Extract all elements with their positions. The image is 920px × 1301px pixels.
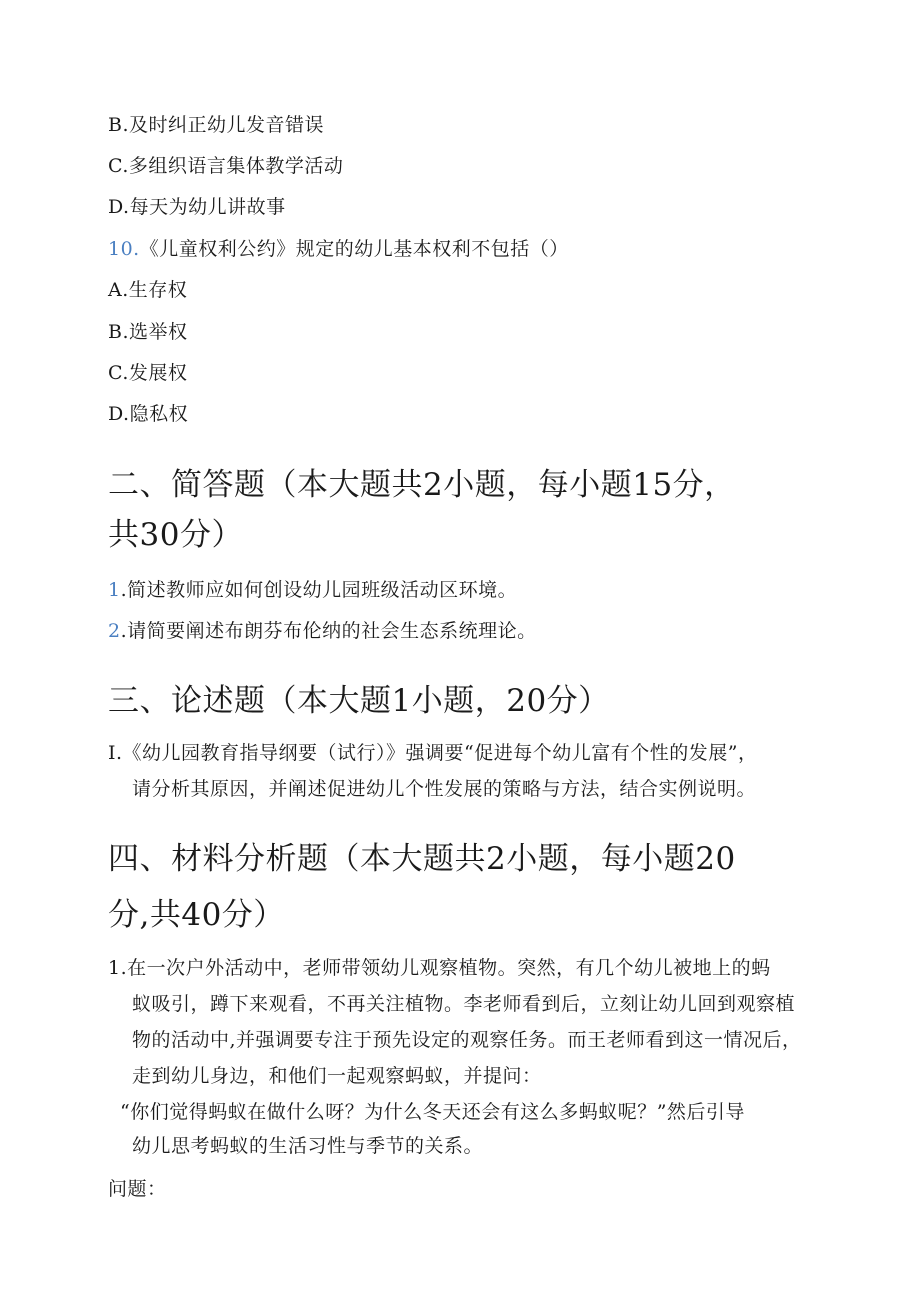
q10-text: 《儿童权利公约》规定的幼儿基本权利不包括（） xyxy=(139,238,569,260)
section4-q1-line2: 蚁吸引，蹲下来观看，不再关注植物。李老师看到后，立刻让幼儿回到观察植 xyxy=(132,993,796,1015)
section4-title-line1: 四、材料分析题（本大题共2小题，每小题20 xyxy=(108,841,736,877)
section4-q1-line3: 物的活动中,并强调要专注于预先设定的观察任务。而王老师看到这一情况后， xyxy=(132,1029,802,1051)
question-label: 问题： xyxy=(108,1178,167,1200)
q10-option-a: A.生存权 xyxy=(108,279,188,301)
section4-title-line2: 分,共40分） xyxy=(108,897,285,933)
q9-option-b: B.及时纠正幼儿发音错误 xyxy=(108,114,325,136)
section4-q1-line6: 幼儿思考蚂蚁的生活习性与季节的关系。 xyxy=(132,1135,484,1157)
q10-option-b: B.选举权 xyxy=(108,321,188,343)
section4-q1-line5: “你们觉得蚂蚁在做什么呀？为什么冬天还会有这么多蚂蚁呢？”然后引导 xyxy=(120,1101,745,1123)
section3-q1-line1: I.《幼儿园教育指导纲要（试行）》强调要“促进每个幼儿富有个性的发展”， xyxy=(108,742,758,764)
section2-question-2 xyxy=(108,619,537,643)
section2-q2-number: 2 xyxy=(108,620,121,642)
section4-q1-line1: 1.在一次户外活动中，老师带领幼儿观察植物。突然，有几个幼儿被地上的蚂 xyxy=(108,957,771,979)
q10-option-d: D.隐私权 xyxy=(108,403,189,425)
section3-q1-line2: 请分析其原因，并阐述促进幼儿个性发展的策略与方法，结合实例说明。 xyxy=(132,778,757,800)
q10-number: 10. xyxy=(108,238,140,260)
q9-option-d: D.每天为幼儿讲故事 xyxy=(108,196,286,218)
q10-question xyxy=(108,237,569,261)
section2-question-1 xyxy=(108,578,517,602)
section2-q1-number: 1 xyxy=(108,579,121,601)
section2-q2-text: .请简要阐述布朗芬布伦纳的社会生态系统理论。 xyxy=(120,620,537,642)
section2-q1-text: .简述教师应如何创设幼儿园班级活动区环境。 xyxy=(120,579,518,601)
section4-q1-line4: 走到幼儿身边，和他们一起观察蚂蚁，并提问： xyxy=(132,1065,542,1087)
section2-title-line2: 共30分） xyxy=(108,517,243,553)
section3-title: 三、论述题（本大题1小题，20分） xyxy=(108,683,610,719)
q10-option-c: C.发展权 xyxy=(108,362,188,384)
q9-option-c: C.多组织语言集体教学活动 xyxy=(108,155,344,177)
section2-title-line1: 二、简答题（本大题共2小题，每小题15分， xyxy=(108,467,736,503)
